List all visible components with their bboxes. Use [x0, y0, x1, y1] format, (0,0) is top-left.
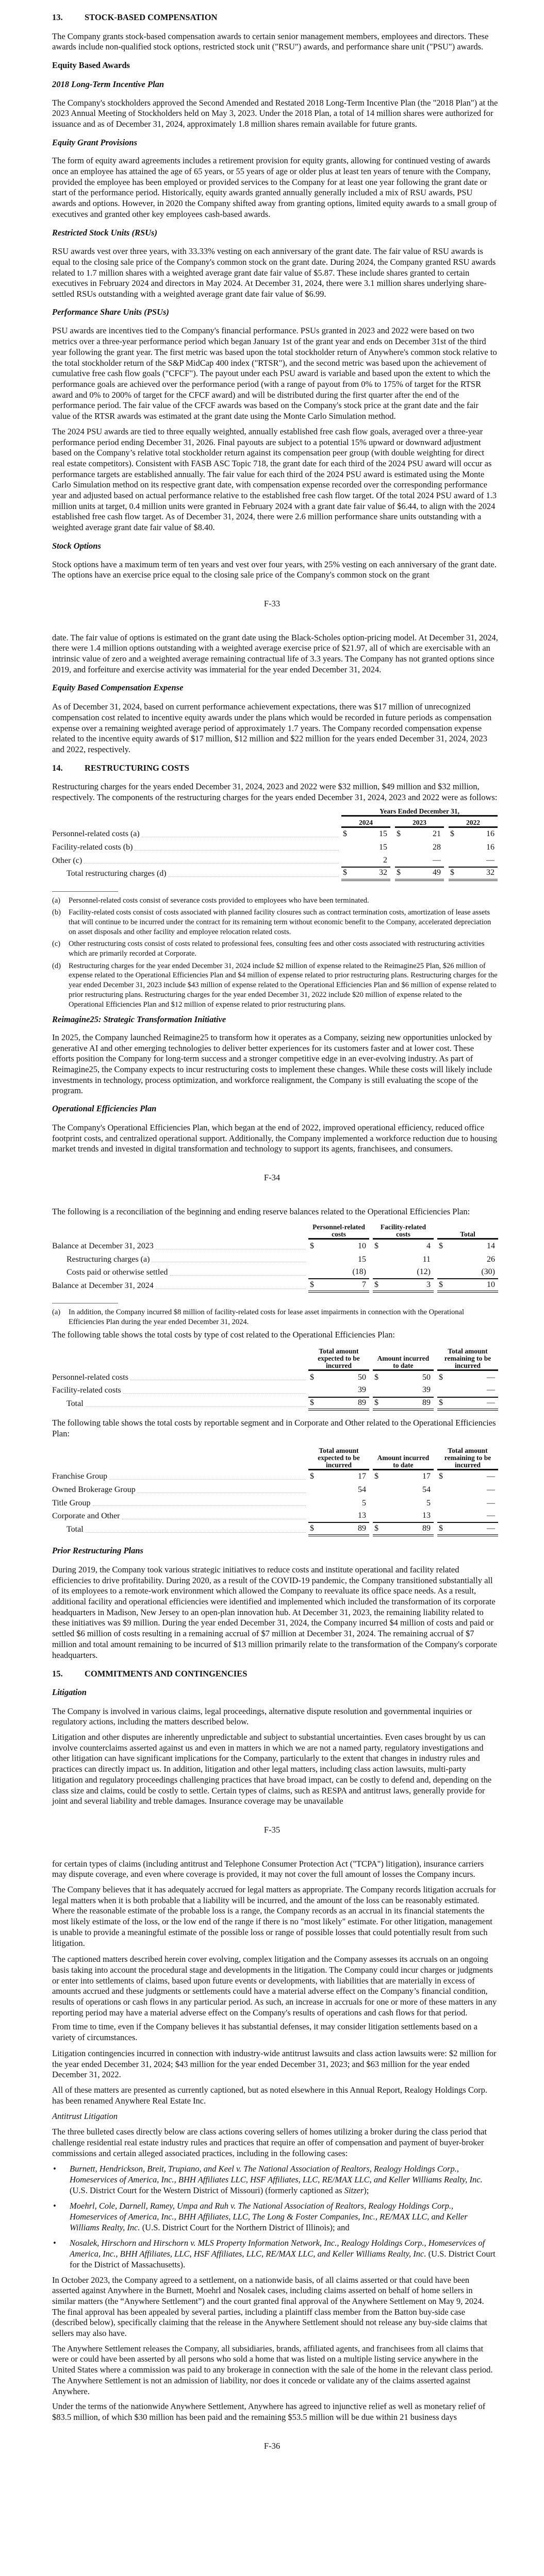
footnote-mark: (b): [52, 908, 61, 917]
cell-value: 16: [486, 842, 494, 852]
value-cell: [341, 828, 390, 841]
cell-value: 2: [383, 855, 387, 865]
row-label-cell: [52, 856, 340, 867]
cell-value: 11: [422, 1255, 431, 1264]
dot-leader: [135, 850, 339, 851]
subheading: Litigation: [52, 1687, 87, 1697]
cell-value: 89: [358, 1523, 366, 1533]
row-label: Title Group: [52, 1498, 91, 1507]
value-cell: [308, 1483, 369, 1497]
value-cell: [449, 854, 498, 868]
dot-leader: [86, 1406, 306, 1407]
currency-symbol: $: [310, 1280, 314, 1289]
currency-symbol: $: [310, 1241, 314, 1250]
table-column-header: [308, 1447, 369, 1470]
value-cell: [308, 1279, 369, 1293]
cell-value: 15: [379, 842, 387, 852]
subheading: Performance Share Units (PSUs): [52, 307, 169, 317]
row-label-cell: [52, 1399, 307, 1410]
row-label-cell: [52, 1498, 307, 1509]
section-13-heading: [52, 12, 498, 23]
footnote-text: Restructuring charges for the year ended December 31, 2024 include $2 million of expense related to the Reimagine25 Plan, $26 million of expense related to the Operational Efficiencies Plan and $4 million of expense related to prior restructuring plans. Restructuring charges for the year ended December 31, 2023 include $43 million of expense related to the Operational Efficiencies Plan and $6 million of expense related to prior restructuring plans. Restructuring charges for the year ended December 31, 2022 include $20 million of expense related to the Operational Efficiencies Plan and $12 million of expense related to prior restructuring plans.: [69, 961, 498, 1009]
dot-leader: [170, 1275, 306, 1276]
value-cell: [308, 1266, 369, 1280]
paragraph: Stock options have a maximum term of ten years and vest over four years, with 25% vesting on each anniversary of the grant date. The options have an exercise price equal to the closing sale price of the Company's common stock on the grant: [52, 559, 497, 580]
paragraph: Under the terms of the nationwide Anywhere Settlement, Anywhere has agreed to injunctive relief as well as monetary relief of $83.5 million, of which $30 million has been paid and the remaining $53.5 million will be due within 21 business days: [52, 2401, 486, 2422]
subheading: Equity Based Awards: [52, 60, 130, 71]
cell-value: —: [487, 1498, 495, 1507]
section-number: 15.: [52, 1669, 63, 1679]
paragraph: RSU awards vest over three years, with 33.33% vesting on each anniversary of the grant date. The fair value of RSU awards is equal to the closing sale price of the Company's common stock on the grant date. During 2024, the Company granted RSU awards related to 1.7 million shares with a weighted average grant date fair value of $5.87. These include shares granted to certain executives in February 2024 and directors in May 2024. At December 31, 2024, there were 3.1 million shares underlying share-settled RSUs outstanding with a weighted average grant date fair value of $6.99.: [52, 246, 496, 299]
table-group-header: [341, 808, 498, 817]
currency-symbol: $: [397, 868, 401, 877]
reserve-reconciliation-table: [52, 1222, 544, 1293]
cell-value: 39: [358, 1385, 366, 1395]
row-label-cell: [52, 869, 340, 879]
value-cell: [373, 1483, 434, 1497]
column-header-label: Total amount expected to be incurred: [318, 1347, 360, 1370]
column-header-label: 2023: [413, 818, 426, 826]
currency-symbol: $: [439, 1398, 443, 1408]
table-row: [52, 1398, 544, 1411]
paragraph: Litigation and other disputes are inherently unpredictable and subject to substantial uncertainties. Even cases brought by us can involve counterclaims asserted against us and even in matters in which we are not a named party, regulatory investigations and other litigation can have significant implications for the Company, particularly to the extent that changes in industry rules and practices can directly impact us. In addition, litigation and other legal matters, including class action lawsuits, multi-party litigation and regulatory proceedings challenging practices that have broad impact, can be costly to defend and, depending on the class size and claims, could be costly to settle. Certain types of claims, such as RESPA and antitrust laws, generally provide for joint and several liability and treble damages. Insurance coverage may be unavailable: [52, 1732, 492, 1806]
row-label: Facility-related costs: [52, 1386, 121, 1395]
currency-symbol: $: [310, 1472, 314, 1481]
table-column-header: [437, 1222, 498, 1240]
value-cell: [373, 1470, 434, 1484]
dot-leader: [123, 1393, 306, 1394]
paragraph: The following table shows the total costs by reportable segment and in Corporate and Other related to the Operational Efficiencies Plan:: [52, 1418, 496, 1439]
cell-value: —: [487, 1523, 495, 1533]
currency-symbol: $: [439, 1523, 443, 1533]
footnote: [52, 939, 498, 958]
cell-value: —: [487, 1472, 495, 1481]
section-number: 14.: [52, 762, 63, 773]
column-header-label: 2022: [466, 818, 480, 826]
table-header-row: [52, 1447, 544, 1470]
case-name: Moehrl, Cole, Darnell, Ramey, Umpa and Ruh v. The National Association of Realtors, Realogy Holdings Corp., Homeservices of America, Inc., BHH Affiliates, LLC, The Long & Foster Companies, Inc., RE/MAX LLC, and Keller Williams Realty, Inc.: [70, 2201, 468, 2232]
value-cell: [437, 1384, 498, 1398]
value-cell: [308, 1384, 369, 1398]
cell-value: 5: [362, 1498, 366, 1507]
case-court: (U.S. District Court for the District of Massachusetts).: [70, 2249, 496, 2269]
table-row: [52, 841, 544, 854]
cell-value: 4: [426, 1241, 431, 1250]
section-number: 13.: [52, 12, 63, 22]
restructuring-charges-table: [52, 806, 544, 881]
row-label: Corporate and Other: [52, 1512, 120, 1521]
paragraph: From time to time, even if the Company believes it has substantial defenses, it may consider litigation settlements based on a variety of circumstances.: [52, 2022, 477, 2043]
currency-symbol: $: [439, 1472, 443, 1481]
page-number: F-35: [263, 1824, 281, 1835]
value-cell: [373, 1497, 434, 1510]
cell-value: —: [487, 1372, 495, 1382]
value-cell: [373, 1398, 434, 1411]
table-column-header: [308, 1222, 369, 1240]
section-title: COMMITMENTS AND CONTINGENCIES: [85, 1669, 248, 1679]
cell-value: 50: [422, 1372, 431, 1382]
currency-symbol: $: [374, 1472, 378, 1481]
footnote-text: Other restructuring costs consist of costs related to professional fees, consulting fees and other costs associated with restructuring activities which are primarily recorded at Corporate.: [69, 940, 485, 958]
footnote-mark: (a): [52, 1308, 61, 1317]
footnote-divider: [52, 891, 118, 892]
cell-value: —: [487, 1398, 495, 1408]
paragraph: for certain types of claims (including antitrust and Telephone Consumer Protection Act ("TCPA") litigation), insurance carriers may dispute coverage, and even where coverage is provided, it may not cover the full amount of losses the Company incurs.: [52, 1858, 484, 1879]
table-group-header-label: Years Ended December 31,: [380, 807, 459, 815]
section-title: RESTRUCTURING COSTS: [85, 762, 190, 773]
column-header-label: Amount incurred to date: [377, 1453, 430, 1469]
subheading: Reimagine25: Strategic Transformation Initiative: [52, 1014, 226, 1025]
paragraph: The Company grants stock-based compensation awards to certain senior management members, employees and directors. These awards include non-qualified stock options, restricted stock unit ("RSU") awards, and performance share unit ("PSU") awards.: [52, 31, 489, 52]
value-cell: [308, 1253, 369, 1266]
row-label: Total: [67, 1524, 84, 1534]
page-number: F-33: [263, 598, 281, 608]
column-header-label: Total amount remaining to be incurred: [444, 1347, 491, 1370]
row-label: Facility-related costs (b): [52, 842, 133, 852]
value-cell: [308, 1523, 369, 1536]
table-group-header-row: [52, 806, 544, 817]
table-row: [52, 1371, 544, 1384]
value-cell: [373, 1384, 434, 1398]
row-label-cell: [52, 1485, 307, 1496]
subheading: 2018 Long-Term Incentive Plan: [52, 79, 164, 89]
cell-value: 54: [422, 1485, 431, 1494]
page-number: F-34: [263, 1173, 281, 1182]
cell-value: 28: [433, 842, 441, 852]
currency-symbol: $: [310, 1523, 314, 1533]
value-cell: [341, 868, 390, 881]
cell-value: 32: [486, 868, 494, 877]
row-label-cell: [52, 1372, 307, 1383]
value-cell: [437, 1253, 498, 1266]
value-cell: [373, 1253, 434, 1266]
case-bullet: [52, 2238, 498, 2270]
table-row: [52, 1497, 544, 1510]
column-header-label: 2024: [359, 818, 373, 826]
case-bullet: [52, 2201, 498, 2233]
cell-value: 14: [487, 1241, 495, 1250]
value-cell: [373, 1279, 434, 1293]
cell-value: 5: [426, 1498, 431, 1507]
row-label: Costs paid or otherwise settled: [67, 1268, 168, 1277]
value-cell: [437, 1279, 498, 1293]
table-row: [52, 1523, 544, 1536]
row-label: Balance at December 31, 2023: [52, 1241, 154, 1250]
paragraph: As of December 31, 2024, based on current performance achievement expectations, there was $17 million of unrecognized compensation cost related to incentive equity awards under the plans which would be recorded in future periods as compensation expense over a remaining weighted average period of approximately 1.7 years. The Company recorded compensation expense related to the incentive equity awards of $17 million, $12 million and $22 million for the years ended December 31, 2024, 2023 and 2022, respectively.: [52, 702, 492, 754]
row-label: Other (c): [52, 856, 83, 865]
currency-symbol: $: [374, 1241, 378, 1250]
value-cell: [437, 1240, 498, 1253]
table-column-header: [437, 1347, 498, 1371]
cell-value: 21: [433, 829, 441, 839]
paragraph: All of these matters are presented as currently captioned, but as noted elsewhere in this Annual Report, Realogy Holdings Corp. has been renamed Anywhere Real Estate Inc.: [52, 2085, 488, 2106]
currency-symbol: $: [343, 829, 347, 839]
row-label-cell: [52, 1511, 307, 1522]
cell-value: 89: [358, 1398, 366, 1408]
paragraph: The Company believes that it has adequately accrued for legal matters as appropriate. The Company records litigation accruals for legal matters when it is both probable that a liability will be incurred, and the amount of the loss can be reasonably estimated. Where the reasonable estimate of the probable loss is a range, the Company records as an accrual in its financial statements the most likely estimate of the loss, or the low end of the range if there is no "most likely" estimate. For other litigation, management is unable to provide a meaningful estimate of the possible loss or range of possible losses that could potentially result from such litigation.: [52, 1885, 496, 1948]
table-row: [52, 868, 544, 881]
row-label: Total restructuring charges (d): [67, 869, 167, 878]
cell-value: (30): [481, 1267, 495, 1277]
footnotes: [52, 1308, 498, 1327]
footnote: [52, 961, 498, 1010]
value-cell: [395, 841, 444, 854]
value-cell: [308, 1510, 369, 1523]
bullet-icon: •: [53, 2238, 56, 2248]
row-label: Franchise Group: [52, 1472, 108, 1481]
cell-value: 89: [422, 1398, 431, 1408]
row-label-cell: [52, 1267, 307, 1278]
footnote: [52, 896, 498, 906]
column-header-label: Total amount expected to be incurred: [318, 1446, 360, 1469]
subheading: Restricted Stock Units (RSUs): [52, 227, 157, 238]
column-header-label: Amount incurred to date: [377, 1354, 430, 1370]
cell-value: 15: [358, 1255, 366, 1264]
paragraph: The 2024 PSU awards are tied to three equally weighted, annually established free cash flow goals, averaged over a three-year performance period ending December 31, 2026. Final payouts are subject to a potential 15% upward or downward adjustment based on the Company’s relative total stockholder return against its compensation peer group (with double weighting for direct real estate competitors). Consistent with FASB ASC Topic 718, the grant date for each third of the 2024 PSU award will occur as performance targets are established annually. The fair value for each third of the 2024 PSU award is estimated using the Monte Carlo Simulation method on its respective grant date, with compensation expense recorded over the corresponding performance year and adjusted based on actual performance relative to the established free cash flow target. Of the total 2024 PSU award of 1.3 million units at target, 0.4 million units were granted in February 2024 with a grant date fair value of $6.44, to align with the 2024 established free cash flow target. As of December 31, 2024, there were 2.6 million performance share units outstanding with a weighted average grant date fair value of $8.40.: [52, 426, 497, 533]
table-column-header: [373, 1347, 434, 1371]
row-label-cell: [52, 1255, 307, 1265]
currency-symbol: $: [310, 1372, 314, 1382]
row-label: Balance at December 31, 2024: [52, 1281, 154, 1290]
case-court: (U.S. District Court for the Northern District of Illinois); and: [140, 2222, 350, 2232]
value-cell: [308, 1371, 369, 1384]
table-row: [52, 1253, 544, 1266]
dot-leader: [109, 1479, 306, 1480]
column-header-label: Personnel-related costs: [312, 1223, 365, 1239]
currency-symbol: $: [374, 1523, 378, 1533]
subheading: Antitrust Litigation: [52, 2111, 118, 2122]
footnote: [52, 908, 498, 937]
value-cell: [437, 1523, 498, 1536]
currency-symbol: $: [397, 829, 401, 839]
row-label-cell: [52, 842, 340, 853]
currency-symbol: $: [450, 829, 454, 839]
value-cell: [341, 854, 390, 868]
value-cell: [341, 841, 390, 854]
dot-leader: [93, 1505, 306, 1506]
value-cell: [395, 828, 444, 841]
table-row: [52, 1483, 544, 1497]
paragraph: The Company is involved in various claims, legal proceedings, alternative dispute resolution and governmental inquiries or regulatory actions, including the matters described below.: [52, 1706, 472, 1727]
paragraph: In 2025, the Company launched Reimagine25 to transform how it operates as a Company, seizing new opportunities unlocked by generative AI and other emerging technologies to deliver better experiences for its customers faster and at lower cost. These efforts position the Company for long-term success and a stronger competitive edge in an ever-evolving industry. As part of Reimagine25, the Company expects to incur restructuring costs to implement these changes. While these costs will likely include investments in technology, process optimization, and workforce realignment, the Company is still evaluating the scope of the program.: [52, 1032, 492, 1096]
paragraph: In October 2023, the Company agreed to a settlement, on a nationwide basis, of all claims asserted or that could have been asserted against Anywhere in the Burnett, Moehrl and Nosalek cases, including claims asserted on behalf of home sellers in similar matters (the “Anywhere Settlement”) and the court granted final approval of the Anywhere Settlement on May 9, 2024. The final approval has been appealed by several parties, including a plaintiff class member from the Batton buy-side case (described below), specifically claiming that the release in the Anywhere Settlement should not release any buy-side claims that sellers may also have.: [52, 2275, 487, 2338]
table-row: [52, 1266, 544, 1280]
value-cell: [449, 868, 498, 881]
row-label-cell: [52, 829, 340, 840]
value-cell: [437, 1371, 498, 1384]
table-row: [52, 828, 544, 841]
footnote-text: In addition, the Company incurred $8 million of facility-related costs for lease asset impairments in connection with the Operational Efficiencies Plan during the year ended December 31, 2024.: [69, 1308, 465, 1326]
column-header-label: Total: [460, 1230, 475, 1239]
value-cell: [308, 1240, 369, 1253]
cell-value: 17: [358, 1472, 366, 1481]
subheading: Equity Based Compensation Expense: [52, 683, 184, 693]
section-14-heading: [52, 763, 498, 774]
paragraph: The Anywhere Settlement releases the Company, all subsidiaries, brands, affiliated agents, and franchisees from all claims that were or could have been asserted by all persons who sold a home that was listed on a multiple listing service anywhere in the United States where a commission was paid to any brokerage in connection with the sale of the home in the relevant class period. The Anywhere Settlement is not an admission of liability, nor does it concede or validate any of the claims asserted against Anywhere.: [52, 2343, 493, 2396]
paragraph: The form of equity award agreements includes a retirement provision for equity grants, allowing for continued vesting of awards once an employee has attained the age of 65 years, or 55 years of age or older plus at least ten years of tenure with the Company, provided the employee has been employed or provided services to the Company for at least one year following the grant date or start of the performance period. Historically, equity awards granted annually generally included a mix of RSU awards, PSU awards and options. However, in 2020 the Company shifted away from granting options, limited equity awards to a small group of executives and granted other key employees cash-based awards.: [52, 156, 497, 219]
row-label: Owned Brokerage Group: [52, 1485, 136, 1494]
table-column-header: [437, 1447, 498, 1470]
table-column-header: [373, 1447, 434, 1470]
paragraph: Restructuring charges for the years ended December 31, 2024, 2023 and 2022 were $32 million, $49 million and $32 million, respectively. The components of the restructuring charges for the years ended December 31, 2024, 2023 and 2022 were as follows:: [52, 782, 498, 803]
table-row: [52, 1240, 544, 1253]
table-column-header: [341, 817, 390, 828]
table-header-row: [52, 1347, 544, 1371]
cell-value: 54: [358, 1485, 366, 1494]
currency-symbol: $: [343, 868, 347, 877]
table-column-header: [308, 1347, 369, 1371]
paragraph: The captioned matters described herein cover evolving, complex litigation and the Company assesses its accruals on an ongoing basis taking into account the procedural stage and developments in the litigation. The Company could incur charges or judgments or enter into settlements of claims, based upon future events or developments, with liabilities that are materially in excess of amounts accrued and these judgments or settlements could have a material adverse effect on the Company’s financial condition, results of operations or cash flows in any particular period. As such, an increase in accruals for one or more of these matters in any reporting period may have a material adverse effect on the Company's results of operations and cash flows for that period.: [52, 1954, 497, 2018]
cell-value: 26: [487, 1255, 495, 1264]
footnote-text: Facility-related costs consist of costs associated with planned facility closures such as contract termination costs, amortization of lease assets that will continue to be incurred under the contract for its remaining term without economic benefit to the Company, accelerated depreciation on asset disposals and other facility and employee relocation related costs.: [69, 908, 491, 936]
cell-value: 10: [358, 1241, 366, 1250]
section-title: STOCK-BASED COMPENSATION: [85, 12, 218, 22]
currency-symbol: $: [374, 1372, 378, 1382]
paragraph: The Company's Operational Efficiencies Plan, which began at the end of 2022, improved operational efficiency, reduced office footprint costs, and centralized operational support. Additionally, the Company implemented a workforce reduction due to housing market trends and invested in digital transformation and technology to support its agents, franchisees, and consumers.: [52, 1122, 498, 1154]
case-bullet: [52, 2164, 498, 2196]
cell-value: (18): [352, 1267, 366, 1277]
cell-value: 7: [362, 1280, 366, 1289]
cell-value: 13: [422, 1511, 431, 1520]
case-court: (U.S. District Court for the Western District of Missouri) (formerly captioned as: [70, 2185, 344, 2195]
page-number: F-36: [263, 2441, 281, 2451]
value-cell: [437, 1470, 498, 1484]
value-cell: [308, 1470, 369, 1484]
paragraph: The following is a reconciliation of the beginning and ending reserve balances related to the Operational Efficiencies Plan:: [52, 1206, 470, 1216]
table-column-header: [373, 1222, 434, 1240]
cell-value: —: [487, 1485, 495, 1494]
footnote-mark: (a): [52, 896, 61, 905]
row-label-cell: [52, 1241, 307, 1252]
table-row: [52, 1384, 544, 1398]
cell-value: 50: [358, 1372, 366, 1382]
table-header-row: [52, 817, 544, 828]
currency-symbol: $: [374, 1398, 378, 1408]
currency-symbol: $: [374, 1280, 378, 1289]
dot-leader: [86, 1532, 306, 1533]
dot-leader: [169, 876, 339, 877]
column-header-label: Facility-related costs: [380, 1223, 426, 1239]
cell-value: 16: [486, 829, 494, 839]
table-row: [52, 1279, 544, 1293]
value-cell: [437, 1398, 498, 1411]
cell-value: 15: [379, 829, 387, 839]
value-cell: [373, 1240, 434, 1253]
value-cell: [308, 1398, 369, 1411]
cell-value: 10: [487, 1280, 495, 1289]
cell-value: —: [487, 1511, 495, 1520]
row-label-cell: [52, 1524, 307, 1535]
paragraph: The Company's stockholders approved the Second Amended and Restated 2018 Long-Term Incentive Plan (the "2018 Plan") at the 2023 Annual Meeting of Stockholders held on May 3, 2023. Under the 2018 Plan, a total of 14 million shares were authorized for issuance and as of December 31, 2024, approximately 1.8 million shares remain available for future grants.: [52, 97, 498, 129]
paragraph: Litigation contingencies incurred in connection with industry-wide antitrust lawsuits and class action lawsuits were: $2 million for the year ended December 31, 2024; $43 million for the year ended December 31, 2023; and $63 million for the year ended December 31, 2022.: [52, 2048, 497, 2080]
cell-value: (12): [417, 1267, 431, 1277]
value-cell: [437, 1497, 498, 1510]
value-cell: [449, 841, 498, 854]
footnote-mark: (d): [52, 961, 61, 970]
row-label: Total: [67, 1399, 84, 1409]
row-label-cell: [52, 1281, 307, 1292]
costs-by-segment-table: [52, 1447, 544, 1536]
cell-value: 3: [426, 1280, 431, 1289]
currency-symbol: $: [439, 1241, 443, 1250]
table-column-header: [395, 817, 444, 828]
value-cell: [373, 1510, 434, 1523]
subheading: Operational Efficiencies Plan: [52, 1104, 157, 1114]
table-row: [52, 1470, 544, 1484]
cell-value: —: [487, 1385, 495, 1395]
costs-by-type-table: [52, 1347, 544, 1411]
value-cell: [437, 1510, 498, 1523]
subheading: Equity Grant Provisions: [52, 137, 138, 147]
currency-symbol: $: [439, 1372, 443, 1382]
value-cell: [308, 1497, 369, 1510]
footnotes: [52, 896, 498, 1010]
subheading: Stock Options: [52, 540, 101, 551]
footnote: [52, 1308, 498, 1327]
value-cell: [437, 1266, 498, 1280]
value-cell: [437, 1483, 498, 1497]
table-column-header: [449, 817, 498, 828]
bullet-icon: •: [53, 2164, 56, 2174]
currency-symbol: $: [439, 1280, 443, 1289]
cell-value: —: [433, 855, 441, 865]
value-cell: [373, 1523, 434, 1536]
paragraph: PSU awards are incentives tied to the Company's financial performance. PSUs granted in 2023 and 2022 were based on two metrics over a three-year performance period which began January 1st of the grant year and ends on December 31st of the third year following the grant year. The first metric was based upon the total stockholder return of Anywhere's common stock relative to the total stockholder return of the S&P MidCap 400 index ("RTSR"), and the second metric was based upon the achievement of cumulative free cash flow goals ("CFCF"). The payout under each PSU award is variable and based upon the extent to which the performance goals are achieved over the performance period (with a range of payout from 0% to 175% of target for the RTSR award and 0% to 200% of target for the CFCF award) and will be distributed during the first quarter after the end of the performance period. The fair value of the CFCF awards was based on the Company's stock price at the grant date and the fair value of the RTSR awards was estimated at the grant date using the Monte Carlo Simulation method.: [52, 326, 497, 421]
row-label: Personnel-related costs (a): [52, 829, 140, 839]
cell-value: 13: [358, 1511, 366, 1520]
table-header-row: [52, 1222, 544, 1240]
case-alias: Sitzer: [344, 2185, 364, 2195]
value-cell: [373, 1266, 434, 1280]
footnote-mark: (c): [52, 940, 61, 948]
table-row: [52, 1510, 544, 1523]
cell-value: —: [486, 855, 494, 865]
cell-value: 17: [422, 1472, 431, 1481]
table-row: [52, 854, 544, 868]
paragraph: The three bulleted cases directly below are class actions covering sellers of homes utilizing a broker during the class period that challenge residential real estate industry rules and practices that require an offer of compensation and payment of buyer-broker commissions and certain alleged associated practices, including in the following cases:: [52, 2127, 487, 2158]
paragraph: During 2019, the Company took various strategic initiatives to reduce costs and institute operational and facility related efficiencies to drive profitability. During 2020, as a result of the COVID-19 pandemic, the Company transitioned substantially all of its employees to a remote-work environment which allowed the Company to reevaluate its office space needs. As a result, additional facility and operational efficiencies were identified and implemented which included the transformation of its corporate headquarters in Madison, New Jersey to an open-plan innovation hub. At December 31, 2023, the remaining liability related to these initiatives was $9 million. During the year ended December 31, 2024, the Company incurred $4 million of costs and paid or settled $6 million of costs resulting in a remaining accrual of $7 million at December 31, 2024. The remaining accrual of $7 million and total amount remaining to be incurred of $13 million primarily relate to the transformation of the Company's corporate headquarters.: [52, 1564, 498, 1660]
row-label-cell: [52, 1471, 307, 1482]
row-label: Personnel-related costs: [52, 1372, 128, 1382]
cell-value: 89: [422, 1523, 431, 1533]
currency-symbol: $: [450, 868, 454, 877]
subheading: Prior Restructuring Plans: [52, 1546, 143, 1556]
row-label: Restructuring charges (a): [67, 1255, 150, 1264]
value-cell: [395, 854, 444, 868]
cell-value: 49: [433, 868, 441, 877]
cell-value: 39: [422, 1385, 431, 1395]
paragraph: date. The fair value of options is estimated on the grant date using the Black-Scholes option-pricing model. At December 31, 2024, there were 1.4 million options outstanding with a weighted average exercise price of $21.97, all of which are exercisable with an intrinsic value of zero and a weighted average remaining contractual life of 3.3 years. The Company has not granted options since 2019, and forfeiture and exercise activity was immaterial for the year ended December 31, 2024.: [52, 632, 498, 674]
section-15-heading: [52, 1669, 498, 1680]
case-name: Burnett, Hendrickson, Breit, Trupiano, and Keel v. The National Association of Realtors, Realogy Holdings Corp., Homeservices of America, Inc., BHH Affiliates LLC, HSF Affiliates, LLC, RE/MAX LLC, and Keller Williams Realty, Inc.: [70, 2164, 483, 2184]
value-cell: [449, 828, 498, 841]
footnote-text: Personnel-related costs consist of severance costs provided to employees who have been terminated.: [69, 896, 369, 905]
row-label-cell: [52, 1385, 307, 1396]
paragraph: The following table shows the total costs by type of cost related to the Operational Efficiencies Plan:: [52, 1329, 395, 1340]
column-header-label: Total amount remaining to be incurred: [444, 1446, 491, 1469]
bullet-icon: •: [53, 2201, 56, 2211]
cell-value: 32: [379, 868, 387, 877]
currency-symbol: $: [310, 1398, 314, 1408]
case-name: Nosalek, Hirschorn and Hirschorn v. MLS Property Information Network, Inc., Realogy Holdings Corp., Homeservices of America, Inc., BHH Affiliates, LLC, HSF Affiliates, LLC, RE/MAX LLC, and Keller Williams Realty, Inc.: [70, 2238, 485, 2259]
value-cell: [373, 1371, 434, 1384]
value-cell: [395, 868, 444, 881]
case-tail: );: [364, 2185, 369, 2195]
